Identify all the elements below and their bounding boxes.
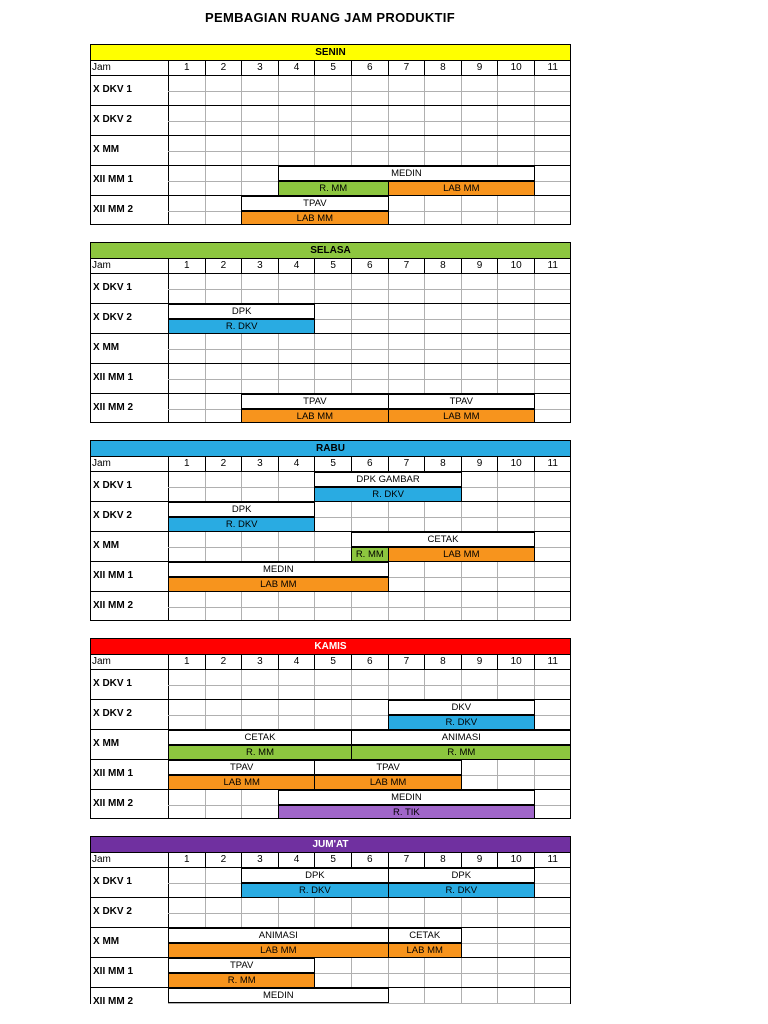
class-label: X DKV 2 — [93, 906, 132, 917]
subject-block[interactable]: TPAV — [168, 760, 315, 775]
day-table-0 — [90, 44, 571, 225]
class-label: X DKV 2 — [93, 312, 132, 323]
hour-number: 9 — [461, 853, 498, 867]
class-label: X DKV 1 — [93, 876, 132, 887]
subject-block[interactable]: MEDIN — [168, 988, 389, 1003]
subject-block[interactable]: CETAK — [388, 928, 462, 943]
class-label: X MM — [93, 540, 120, 551]
hour-number: 3 — [241, 655, 278, 669]
day-table-1 — [90, 242, 571, 423]
room-block[interactable]: R. TIK — [278, 805, 535, 819]
room-block[interactable]: R. MM — [278, 181, 389, 196]
hour-number: 9 — [461, 61, 498, 75]
hour-number: 4 — [278, 259, 315, 273]
day-header: JUM'AT — [91, 837, 570, 853]
hour-number: 11 — [534, 853, 571, 867]
class-label: XII MM 2 — [93, 402, 134, 413]
hour-header-label: Jam — [92, 854, 111, 865]
grid-line — [168, 349, 571, 350]
page-title: PEMBAGIAN RUANG JAM PRODUKTIF — [205, 10, 455, 25]
hour-number: 9 — [461, 655, 498, 669]
hour-number: 8 — [424, 853, 461, 867]
class-label: X DKV 2 — [93, 114, 132, 125]
subject-block[interactable]: DPK — [388, 868, 535, 883]
hour-number: 4 — [278, 655, 315, 669]
hour-header-label: Jam — [92, 458, 111, 469]
day-table-3 — [90, 638, 571, 819]
class-label: XII MM 2 — [93, 204, 134, 215]
class-label: XII MM 1 — [93, 174, 134, 185]
day-header: SENIN — [91, 45, 570, 61]
hour-number: 6 — [351, 853, 388, 867]
hour-number: 6 — [351, 259, 388, 273]
room-block[interactable]: R. MM — [168, 745, 352, 760]
hour-number: 2 — [205, 457, 242, 471]
hour-number: 11 — [534, 457, 571, 471]
room-block[interactable]: LAB MM — [168, 775, 315, 790]
hour-number: 4 — [278, 457, 315, 471]
hour-number: 8 — [424, 61, 461, 75]
room-block[interactable]: R. MM — [351, 547, 389, 562]
subject-block[interactable]: ANIMASI — [168, 928, 389, 943]
subject-block[interactable]: TPAV — [314, 760, 461, 775]
hour-number: 6 — [351, 457, 388, 471]
subject-block[interactable]: DKV — [388, 700, 535, 715]
day-table-2 — [90, 440, 571, 621]
hour-number: 7 — [388, 853, 425, 867]
hour-number: 10 — [497, 853, 534, 867]
hour-number: 3 — [241, 457, 278, 471]
hour-number: 3 — [241, 853, 278, 867]
room-block[interactable]: LAB MM — [314, 775, 461, 790]
hour-number: 2 — [205, 259, 242, 273]
hour-header-row — [91, 259, 570, 274]
hour-number: 7 — [388, 655, 425, 669]
hour-header-row — [91, 457, 570, 472]
hour-number: 8 — [424, 457, 461, 471]
hour-number: 4 — [278, 853, 315, 867]
room-block[interactable]: R. MM — [351, 745, 571, 760]
class-label: X DKV 1 — [93, 480, 132, 491]
subject-block[interactable]: DPK — [168, 502, 315, 517]
hour-number: 8 — [424, 259, 461, 273]
grid-line — [91, 303, 570, 304]
class-label: X DKV 2 — [93, 510, 132, 521]
hour-number: 9 — [461, 457, 498, 471]
hour-number: 6 — [351, 61, 388, 75]
room-block[interactable]: LAB MM — [388, 547, 535, 562]
class-label: X DKV 2 — [93, 708, 132, 719]
grid-line — [168, 91, 571, 92]
class-label: X MM — [93, 936, 120, 947]
hour-number: 7 — [388, 61, 425, 75]
hour-number: 1 — [168, 655, 205, 669]
grid-line — [168, 913, 571, 914]
hour-header-label: Jam — [92, 62, 111, 73]
room-block[interactable]: R. MM — [168, 973, 315, 988]
hour-number: 10 — [497, 259, 534, 273]
grid-line — [91, 333, 570, 334]
room-block[interactable]: LAB MM — [241, 409, 388, 423]
room-block[interactable]: R. DKV — [388, 883, 535, 898]
grid-line — [168, 685, 571, 686]
subject-block[interactable]: ANIMASI — [351, 730, 571, 745]
grid-line — [168, 1003, 571, 1004]
room-block[interactable]: LAB MM — [241, 211, 388, 225]
hour-number: 10 — [497, 655, 534, 669]
hour-header-row — [91, 853, 570, 868]
class-label: X MM — [93, 144, 120, 155]
hour-number: 7 — [388, 259, 425, 273]
class-label: XII MM 1 — [93, 768, 134, 779]
grid-line — [168, 121, 571, 122]
grid-line — [168, 379, 571, 380]
class-label: XII MM 2 — [93, 996, 134, 1004]
room-block[interactable]: LAB MM — [168, 577, 389, 592]
hour-number: 10 — [497, 457, 534, 471]
hour-header-label: Jam — [92, 260, 111, 271]
hour-number: 11 — [534, 61, 571, 75]
subject-block[interactable]: MEDIN — [278, 166, 535, 181]
class-label: XII MM 1 — [93, 570, 134, 581]
subject-block[interactable]: DPK GAMBAR — [314, 472, 461, 487]
class-label: XII MM 1 — [93, 372, 134, 383]
room-block[interactable]: LAB MM — [388, 943, 462, 958]
class-label: X DKV 1 — [93, 678, 132, 689]
hour-number: 1 — [168, 259, 205, 273]
grid-line — [91, 363, 570, 364]
hour-number: 5 — [314, 655, 351, 669]
hour-number: 3 — [241, 259, 278, 273]
room-block[interactable]: LAB MM — [168, 943, 389, 958]
class-label: XII MM 2 — [93, 798, 134, 809]
room-block[interactable]: LAB MM — [388, 181, 535, 196]
class-label: X DKV 1 — [93, 282, 132, 293]
subject-block[interactable]: TPAV — [241, 394, 388, 409]
room-block[interactable]: R. DKV — [168, 517, 315, 532]
subject-block[interactable]: DPK — [168, 304, 315, 319]
grid-line — [168, 151, 571, 152]
subject-block[interactable]: DPK — [241, 868, 388, 883]
grid-line — [168, 607, 571, 608]
day-table-4 — [90, 836, 571, 1004]
hour-number: 2 — [205, 853, 242, 867]
hour-header-row — [91, 655, 570, 670]
day-header: SELASA — [91, 243, 570, 259]
hour-number: 11 — [534, 259, 571, 273]
room-block[interactable]: R. DKV — [241, 883, 388, 898]
subject-block[interactable]: CETAK — [168, 730, 352, 745]
hour-number: 6 — [351, 655, 388, 669]
hour-number: 5 — [314, 259, 351, 273]
hour-number: 3 — [241, 61, 278, 75]
subject-block[interactable]: MEDIN — [278, 790, 535, 805]
hour-number: 5 — [314, 853, 351, 867]
subject-block[interactable]: TPAV — [168, 958, 315, 973]
grid-line — [91, 105, 570, 106]
room-block[interactable]: R. DKV — [168, 319, 315, 334]
hour-number: 11 — [534, 655, 571, 669]
subject-block[interactable]: TPAV — [388, 394, 535, 409]
hour-number: 1 — [168, 457, 205, 471]
class-label: X MM — [93, 738, 120, 749]
hour-number: 5 — [314, 457, 351, 471]
hour-header-row — [91, 61, 570, 76]
room-block[interactable]: LAB MM — [388, 409, 535, 423]
hour-number: 4 — [278, 61, 315, 75]
room-block[interactable]: R. DKV — [314, 487, 461, 502]
subject-block[interactable]: CETAK — [351, 532, 535, 547]
hour-number: 10 — [497, 61, 534, 75]
class-label: X DKV 1 — [93, 84, 132, 95]
hour-number: 5 — [314, 61, 351, 75]
hour-header-label: Jam — [92, 656, 111, 667]
day-header: RABU — [91, 441, 570, 457]
class-label: XII MM 2 — [93, 600, 134, 611]
hour-number: 2 — [205, 61, 242, 75]
day-header: KAMIS — [91, 639, 570, 655]
hour-number: 8 — [424, 655, 461, 669]
grid-line — [168, 289, 571, 290]
hour-number: 7 — [388, 457, 425, 471]
subject-block[interactable]: MEDIN — [168, 562, 389, 577]
room-block[interactable]: R. DKV — [388, 715, 535, 730]
grid-line — [91, 135, 570, 136]
hour-number: 2 — [205, 655, 242, 669]
hour-number: 9 — [461, 259, 498, 273]
hour-number: 1 — [168, 61, 205, 75]
subject-block[interactable]: TPAV — [241, 196, 388, 211]
class-label: X MM — [93, 342, 120, 353]
hour-number: 1 — [168, 853, 205, 867]
class-label: XII MM 1 — [93, 966, 134, 977]
